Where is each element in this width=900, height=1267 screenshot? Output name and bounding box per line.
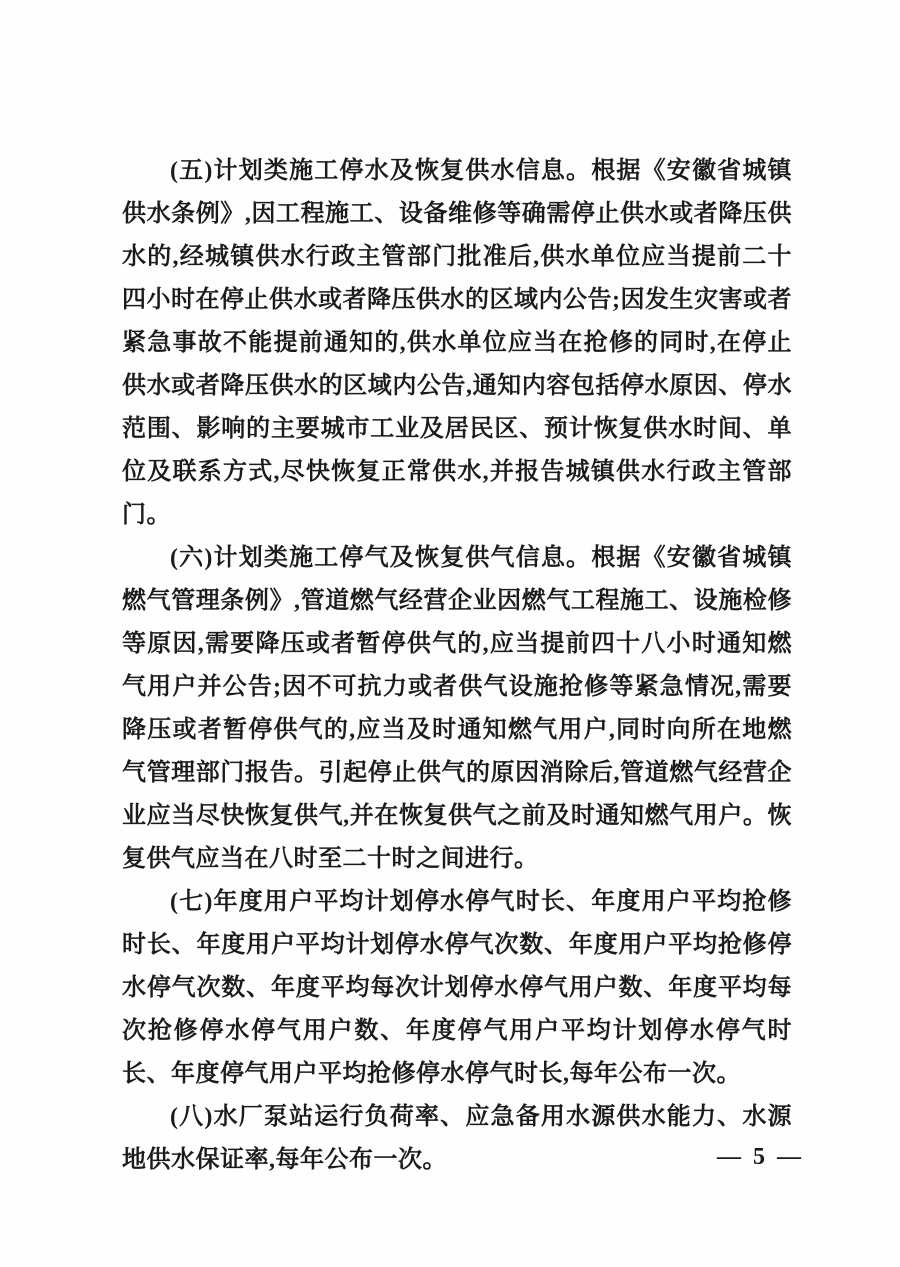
- paragraph-item-7: (七)年度用户平均计划停水停气时长、年度用户平均抢修时长、年度用户平均计划停水停气次数、年度用户平均抢修停水停气次数、年度平均每次计划停水停气用户数、年度平均每次抢修停水停气用户数、年度停气用户平均计划停水停气时长、年度停气用户平均抢修停水停气时长,每年公布一次。: [122, 889, 792, 1087]
- paragraph-item-8: (八)水厂泵站运行负荷率、应急备用水源供水能力、水源地供水保证率,每年公布一次。: [122, 1104, 792, 1173]
- document-body: [122, 150, 792, 1182]
- page-footer: [717, 1144, 804, 1171]
- page-number: — 5 —: [717, 1144, 804, 1170]
- paragraph-item-6: (六)计划类施工停气及恢复供气信息。根据《安徽省城镇燃气管理条例》,管道燃气经营企业因燃气工程施工、设施检修等原因,需要降压或者暂停供气的,应当提前四十八小时通知燃气用户并公告;因不可抗力或者供气设施抢修等紧急情况,需要降压或者暂停供气的,应当及时通知燃气用户,同时向所在地燃气管理部门报告。引起停止供气的原因消除后,管道燃气经营企业应当尽快恢复供气,并在恢复供气之前及时通知燃气用户。恢复供气应当在八时至二十时之间进行。: [122, 545, 792, 872]
- paragraph-item-5: (五)计划类施工停水及恢复供水信息。根据《安徽省城镇供水条例》,因工程施工、设备维修等确需停止供水或者降压供水的,经城镇供水行政主管部门批准后,供水单位应当提前二十四小时在停止供水或者降压供水的区域内公告;因发生灾害或者紧急事故不能提前通知的,供水单位应当在抢修的同时,在停止供水或者降压供水的区域内公告,通知内容包括停水原因、停水范围、影响的主要城市工业及居民区、预计恢复供水时间、单位及联系方式,尽快恢复正常供水,并报告城镇供水行政主管部门。: [122, 158, 792, 528]
